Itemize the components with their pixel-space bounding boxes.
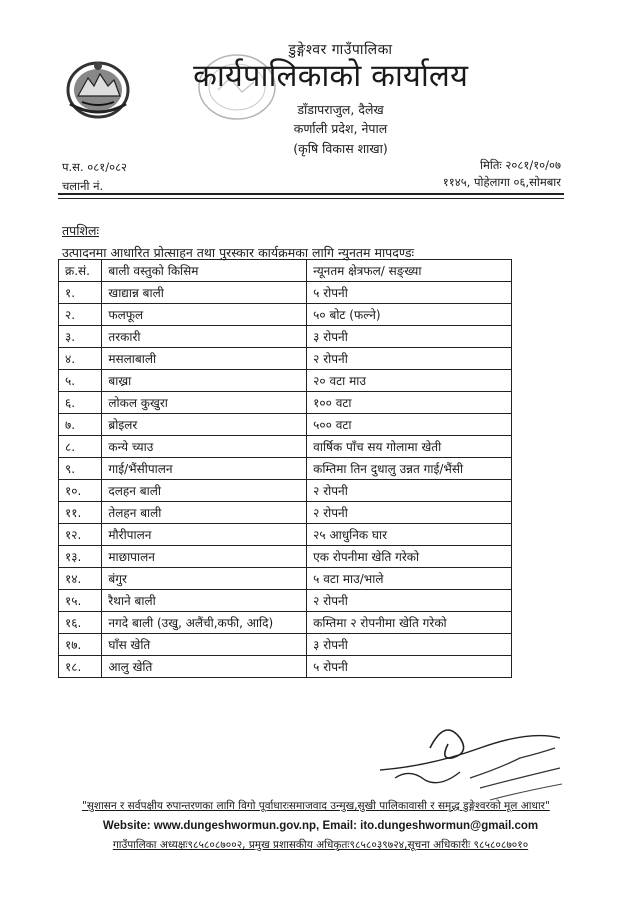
minimum-criteria: २ रोपनी [307, 502, 512, 524]
row-number: ८. [59, 436, 102, 458]
crop-type: घाँस खेति [102, 634, 307, 656]
crop-type: खाद्यान्न बाली [102, 282, 307, 304]
table-row [59, 634, 512, 656]
row-number: १२. [59, 524, 102, 546]
crop-type: तेलहन बाली [102, 502, 307, 524]
crop-type: बंगुर [102, 568, 307, 590]
table-row [59, 480, 512, 502]
signature-icon [370, 708, 570, 808]
row-number: १७. [59, 634, 102, 656]
row-number: ११. [59, 502, 102, 524]
table-row [59, 546, 512, 568]
table-header-cell: बाली वस्तुको किसिम [102, 260, 307, 282]
row-number: १८. [59, 656, 102, 678]
table-row [59, 282, 512, 304]
table-header-cell: क्र.सं. [59, 260, 102, 282]
minimum-criteria: २ रोपनी [307, 480, 512, 502]
branch-name: (कृषि विकास शाखा) [293, 141, 388, 156]
minimum-criteria: कम्तिमा २ रोपनीमा खेति गरेको [307, 612, 512, 634]
crop-type: कन्ये च्याउ [102, 436, 307, 458]
table-row [59, 392, 512, 414]
row-number: १३. [59, 546, 102, 568]
minimum-criteria: २ रोपनी [307, 348, 512, 370]
criteria-table [58, 259, 512, 678]
crop-type: फलफूल [102, 304, 307, 326]
minimum-criteria: २० वटा माउ [307, 370, 512, 392]
table-row [59, 436, 512, 458]
letter-date: मितिः २०८१/१०/०७ [480, 158, 561, 172]
minimum-criteria: ५ रोपनी [307, 282, 512, 304]
crop-type: मौरीपालन [102, 524, 307, 546]
minimum-criteria: एक रोपनीमा खेति गरेको [307, 546, 512, 568]
crop-type: लोकल कुखुरा [102, 392, 307, 414]
table-row [59, 568, 512, 590]
table-row [59, 590, 512, 612]
minimum-criteria: ३ रोपनी [307, 634, 512, 656]
table-row [59, 326, 512, 348]
row-number: ९. [59, 458, 102, 480]
table-row [59, 304, 512, 326]
intro-text: उत्पादनमा आधारित प्रोत्साहन तथा पुरस्कार कार्यक्रमका लागि न्युनतम मापदण्डः [62, 245, 415, 260]
table-row [59, 348, 512, 370]
footer-website: Website: www.dungeshwormun.gov.np, Email: ito.dungeshwormun@gmail.com [102, 820, 539, 832]
row-number: १४. [59, 568, 102, 590]
crop-type: रैथाने बाली [102, 590, 307, 612]
table-row [59, 414, 512, 436]
row-number: ५. [59, 370, 102, 392]
table-header-row [59, 260, 512, 282]
header-rule-thin [58, 198, 564, 199]
letter-date-line2: ११४५, पोहेलागा ०६,सोमबार [442, 175, 561, 189]
address-line-1: डाँडापराजुल, दैलेख [297, 102, 384, 117]
minimum-criteria: वार्षिक पाँच सय गोलामा खेती [307, 436, 512, 458]
office-title: कार्यपालिकाको कार्यालय [193, 58, 468, 94]
address-line-2: कर्णाली प्रदेश, नेपाल [293, 121, 388, 136]
table-row [59, 656, 512, 678]
minimum-criteria: ३ रोपनी [307, 326, 512, 348]
row-number: १५. [59, 590, 102, 612]
crop-type: बाख्रा [102, 370, 307, 392]
minimum-criteria: ५ रोपनी [307, 656, 512, 678]
row-number: २. [59, 304, 102, 326]
row-number: ६. [59, 392, 102, 414]
minimum-criteria: २ रोपनी [307, 590, 512, 612]
minimum-criteria: १०० वटा [307, 392, 512, 414]
row-number: ३. [59, 326, 102, 348]
table-row [59, 502, 512, 524]
table-row [59, 612, 512, 634]
footer-slogan: "सुशासन र सर्वपक्षीय रुपान्तरणका लागि विगो पूर्वाधारःसमाजवाद उन्मुख,सुखी पालिकावासी र समृद्ध डुङ्गेश्वरको मूल आधार" [82, 800, 550, 812]
table-row [59, 458, 512, 480]
crop-type: दलहन बाली [102, 480, 307, 502]
crop-type: ब्रोइलर [102, 414, 307, 436]
minimum-criteria: कम्तिमा तिन दुधालु उन्नत गाई/भैंसी [307, 458, 512, 480]
minimum-criteria: ५ वटा माउ/भाले [307, 568, 512, 590]
footer-contacts: गाउँपालिका अध्यक्षः९८५८०८७००२, प्रमुख प्रशासकीय अधिकृतः९८५८०३९७२४,सूचना अधिकारीः ९८५८०८७०१० [112, 839, 529, 851]
table-row [59, 370, 512, 392]
crop-type: माछापालन [102, 546, 307, 568]
crop-type: मसलाबाली [102, 348, 307, 370]
crop-type: गाई/भैंसीपालन [102, 458, 307, 480]
fiscal-year: प.स. ०८१/०८२ [62, 160, 128, 174]
row-number: ४. [59, 348, 102, 370]
row-number: १०. [59, 480, 102, 502]
minimum-criteria: ५० बोट (फल्ने) [307, 304, 512, 326]
details-title: तपशिलः [62, 223, 99, 238]
header-rule [58, 193, 564, 195]
crop-type: तरकारी [102, 326, 307, 348]
table-header-cell: न्यूनतम क्षेत्रफल/ सङ्ख्या [307, 260, 512, 282]
row-number: १. [59, 282, 102, 304]
row-number: ७. [59, 414, 102, 436]
crop-type: नगदे बाली (उखु, अलैंची,कफी, आदि) [102, 612, 307, 634]
table-row [59, 524, 512, 546]
minimum-criteria: ५०० वटा [307, 414, 512, 436]
crop-type: आलु खेति [102, 656, 307, 678]
dispatch-number: चलानी नं. [62, 179, 104, 193]
minimum-criteria: २५ आधुनिक घार [307, 524, 512, 546]
row-number: १६. [59, 612, 102, 634]
municipality-name: डुङ्गेश्वर गाउँपालिका [288, 42, 393, 58]
